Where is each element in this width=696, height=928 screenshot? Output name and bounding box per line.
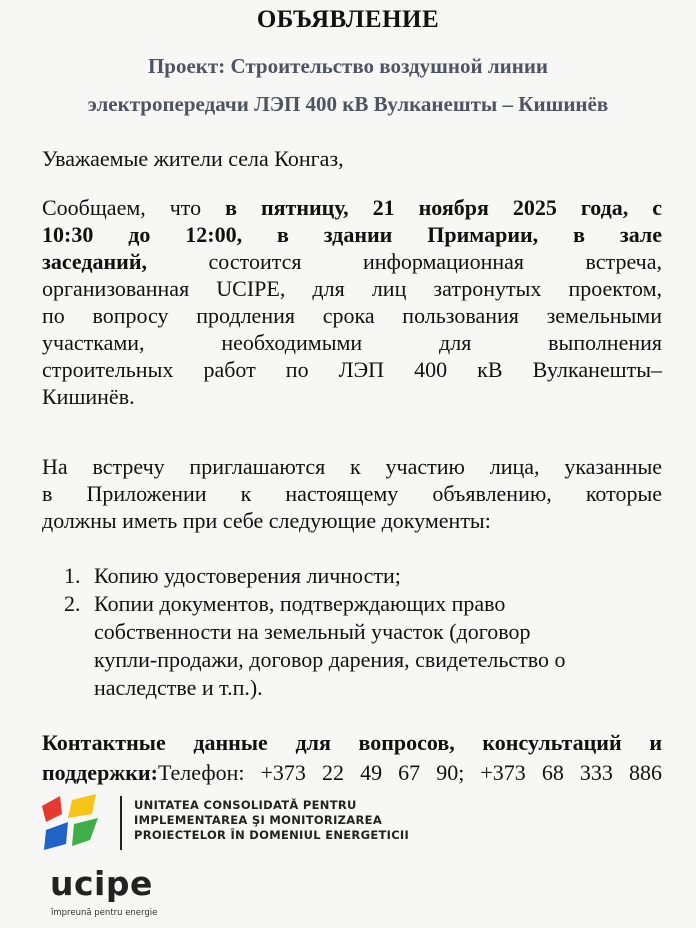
list-item: 2. Копии документов, подтверждающих право собственности на земельный участок (договор купли-продажи, договор дарения, свидетельство о наследстве и т.п.). bbox=[64, 591, 566, 700]
invitation-paragraph bbox=[42, 453, 662, 534]
meeting-paragraph bbox=[42, 194, 662, 410]
paragraph-line: 10:30 до 12:00, в здании Примарии, в зале bbox=[42, 222, 662, 247]
paragraph-line: Кишинёв. bbox=[42, 384, 135, 409]
paragraph-line: Сообщаем, что в пятницу, 21 ноября 2025 года, с bbox=[42, 195, 662, 220]
logo-divider bbox=[120, 796, 122, 850]
documents-list bbox=[64, 562, 654, 702]
greeting: Уважаемые жители села Конгаз, bbox=[42, 146, 344, 171]
paragraph-line: участками, необходимыми для выполнения bbox=[42, 330, 662, 355]
paragraph-line: строительных работ по ЛЭП 400 кВ Вулканешты– bbox=[42, 357, 662, 382]
ucipe-logo bbox=[38, 792, 678, 922]
contacts-label: Контактные данные для вопросов, консультаций и bbox=[42, 730, 662, 755]
page-title: ОБЪЯВЛЕНИЕ bbox=[256, 6, 440, 33]
paragraph-line: На встречу приглашаются к участию лица, указанные bbox=[42, 454, 662, 479]
contacts-block bbox=[42, 728, 662, 788]
project-title-line2: электропередачи ЛЭП 400 кВ Вулканешты – Кишинёв bbox=[87, 92, 609, 116]
paragraph-line: заседаний, состоится информационная встреча, bbox=[42, 249, 662, 274]
ucipe-logo-mark-icon bbox=[38, 792, 108, 852]
organization-name: UNITATEA CONSOLIDATĂ PENTRU IMPLEMENTAREA ŞI MONITORIZAREA PROIECTELOR ÎN DOMENIUL ENERGETICII bbox=[134, 798, 410, 842]
project-title-line1: Проект: Строительство воздушной линии bbox=[147, 54, 549, 78]
list-item: 1. Копию удостоверения личности; bbox=[64, 563, 401, 588]
paragraph-line: в Приложении к настоящему объявлению, которые bbox=[42, 481, 662, 506]
paragraph-line: по вопросу продления срока пользования земельными bbox=[42, 303, 662, 328]
paragraph-line: организованная UCIPE, для лиц затронутых проектом, bbox=[42, 276, 662, 301]
brand-wordmark: ucipe bbox=[50, 864, 153, 903]
contacts-label-end: поддержки: bbox=[42, 760, 158, 785]
phone-numbers: Телефон: +373 22 49 67 90; +373 68 333 886 bbox=[157, 760, 662, 785]
brand-slogan: împreună pentru energie bbox=[51, 908, 158, 918]
paragraph-line: должны иметь при себе следующие документы: bbox=[42, 508, 491, 533]
